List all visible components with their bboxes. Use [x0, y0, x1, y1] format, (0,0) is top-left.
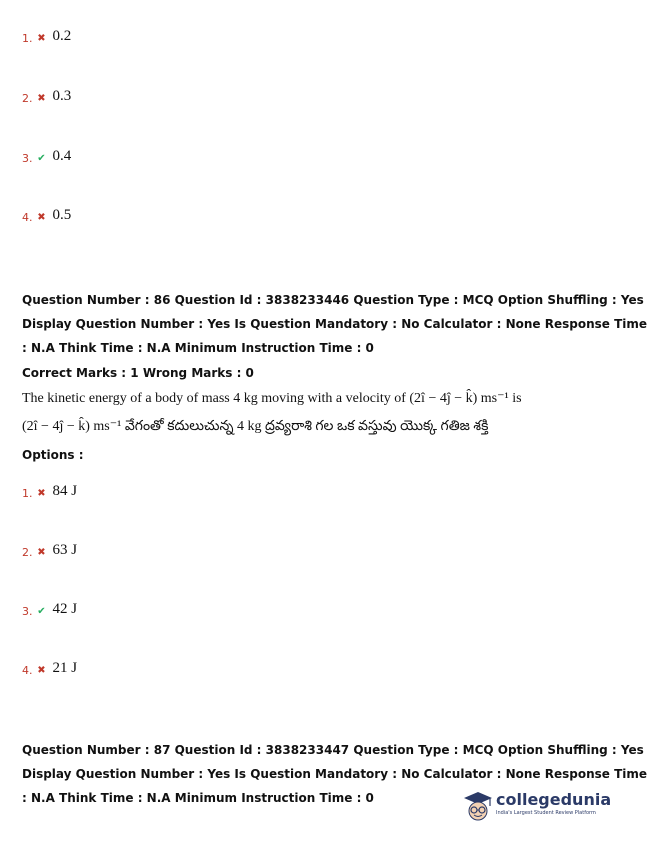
velocity-vector: (2î − 4ĵ − k̂)	[409, 391, 478, 406]
option-value: 0.2	[52, 28, 72, 44]
options-label: Options :	[22, 448, 84, 462]
meta-line: Display Question Number : Yes Is Question Mandatory : No Calculator : None Response Time	[22, 317, 647, 331]
cross-icon: ✖	[37, 212, 46, 223]
cross-icon: ✖	[37, 93, 46, 104]
option-value: 0.4	[52, 148, 72, 164]
option-value: 84 J	[52, 483, 78, 499]
option-number: 3.	[22, 152, 33, 165]
option-2	[22, 84, 71, 104]
question-text-telugu	[22, 418, 582, 437]
option-value: 63 J	[52, 542, 78, 558]
marks-info: Correct Marks : 1 Wrong Marks : 0	[22, 366, 254, 380]
option-4	[22, 656, 77, 676]
question-86-meta	[22, 288, 647, 360]
option-number: 3.	[22, 605, 33, 618]
option-number: 2.	[22, 92, 33, 105]
option-number: 1.	[22, 32, 33, 45]
meta-line: Question Number : 87 Question Id : 3838233447 Question Type : MCQ Option Shuffling : Yes	[22, 743, 644, 757]
check-icon: ✔	[37, 153, 46, 164]
option-value: 0.5	[52, 207, 72, 223]
meta-line: Question Number : 86 Question Id : 3838233446 Question Type : MCQ Option Shuffling : Yes	[22, 293, 644, 307]
meta-line: : N.A Think Time : N.A Minimum Instruction Time : 0	[22, 791, 374, 805]
question-text-english	[22, 390, 582, 407]
option-3	[22, 597, 77, 617]
collegedunia-logo	[462, 788, 612, 828]
cross-icon: ✖	[37, 488, 46, 499]
cross-icon: ✖	[37, 665, 46, 676]
question-text: The kinetic energy of a body of mass 4 kg moving with a velocity of	[22, 391, 410, 406]
logo-brand: collegedunia	[496, 790, 612, 809]
option-3	[22, 144, 71, 164]
option-number: 2.	[22, 546, 33, 559]
option-1	[22, 24, 71, 44]
meta-line: : N.A Think Time : N.A Minimum Instruction Time : 0	[22, 341, 374, 355]
option-value: 42 J	[52, 601, 78, 617]
unit: ms⁻¹ is	[477, 391, 522, 406]
option-value: 21 J	[52, 660, 78, 676]
student-mascot-icon	[462, 790, 494, 826]
question-text: ms⁻¹ వేగంతో కదులుచున్న 4 kg ద్రవ్యరాశి గల ఒక వస్తువు యొక్క గతిజ శక్తి	[89, 419, 489, 434]
velocity-vector: (2î − 4ĵ − k̂)	[22, 419, 90, 434]
option-number: 4.	[22, 664, 33, 677]
logo-tagline: India's Largest Student Review Platform	[496, 810, 596, 816]
option-4	[22, 203, 71, 223]
check-icon: ✔	[37, 606, 46, 617]
cross-icon: ✖	[37, 547, 46, 558]
meta-line: Display Question Number : Yes Is Question Mandatory : No Calculator : None Response Time	[22, 767, 647, 781]
option-1	[22, 479, 77, 499]
cross-icon: ✖	[37, 33, 46, 44]
option-2	[22, 538, 77, 558]
option-value: 0.3	[52, 88, 72, 104]
option-number: 4.	[22, 211, 33, 224]
option-number: 1.	[22, 487, 33, 500]
